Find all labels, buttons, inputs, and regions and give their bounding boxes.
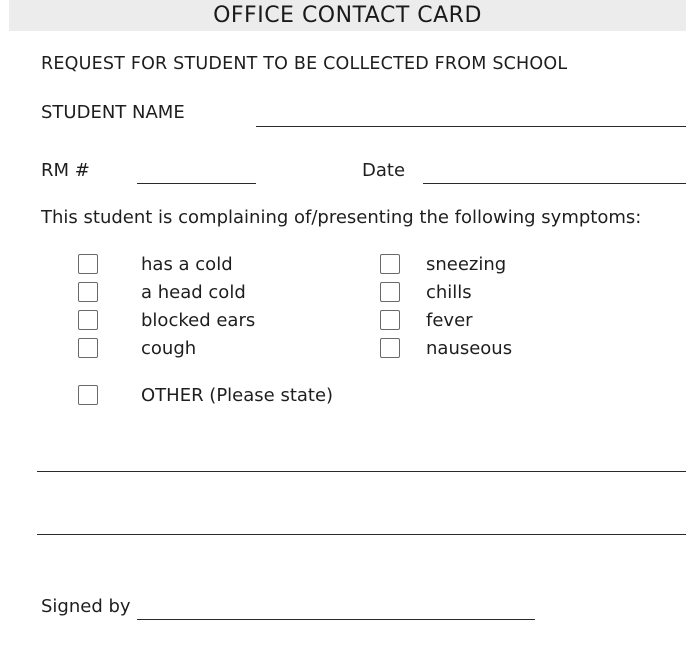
card-subtitle: REQUEST FOR STUDENT TO BE COLLECTED FROM SCHOOL: [41, 54, 568, 74]
checkbox-nauseous[interactable]: [380, 338, 400, 358]
checkbox-chills[interactable]: [380, 282, 400, 302]
room-label: RM #: [41, 160, 90, 181]
symptom-label-cough: cough: [141, 338, 197, 359]
checkbox-other[interactable]: [78, 385, 98, 405]
date-field[interactable]: [423, 183, 686, 184]
symptom-label-chills: chills: [426, 282, 472, 303]
other-label: OTHER (Please state): [141, 385, 334, 406]
card-title: OFFICE CONTACT CARD: [9, 0, 686, 31]
signed-by-label: Signed by: [41, 596, 131, 617]
other-line-1[interactable]: [37, 471, 686, 472]
symptom-label-nauseous: nauseous: [426, 338, 513, 359]
signature-field[interactable]: [137, 619, 535, 620]
checkbox-fever[interactable]: [380, 310, 400, 330]
room-field[interactable]: [137, 183, 256, 184]
symptoms-prompt: This student is complaining of/presenting the following symptoms:: [41, 207, 642, 228]
date-label: Date: [362, 160, 406, 181]
checkbox-sneezing[interactable]: [380, 254, 400, 274]
symptom-label-sneezing: sneezing: [426, 254, 507, 275]
other-line-2[interactable]: [37, 534, 686, 535]
checkbox-has-a-cold[interactable]: [78, 254, 98, 274]
symptom-label-blocked-ears: blocked ears: [141, 310, 256, 331]
symptom-label-has-a-cold: has a cold: [141, 254, 233, 275]
checkbox-blocked-ears[interactable]: [78, 310, 98, 330]
student-name-label: STUDENT NAME: [41, 102, 185, 123]
checkbox-a-head-cold[interactable]: [78, 282, 98, 302]
student-name-field[interactable]: [256, 126, 686, 127]
symptom-label-fever: fever: [426, 310, 473, 331]
symptom-label-a-head-cold: a head cold: [141, 282, 246, 303]
checkbox-cough[interactable]: [78, 338, 98, 358]
